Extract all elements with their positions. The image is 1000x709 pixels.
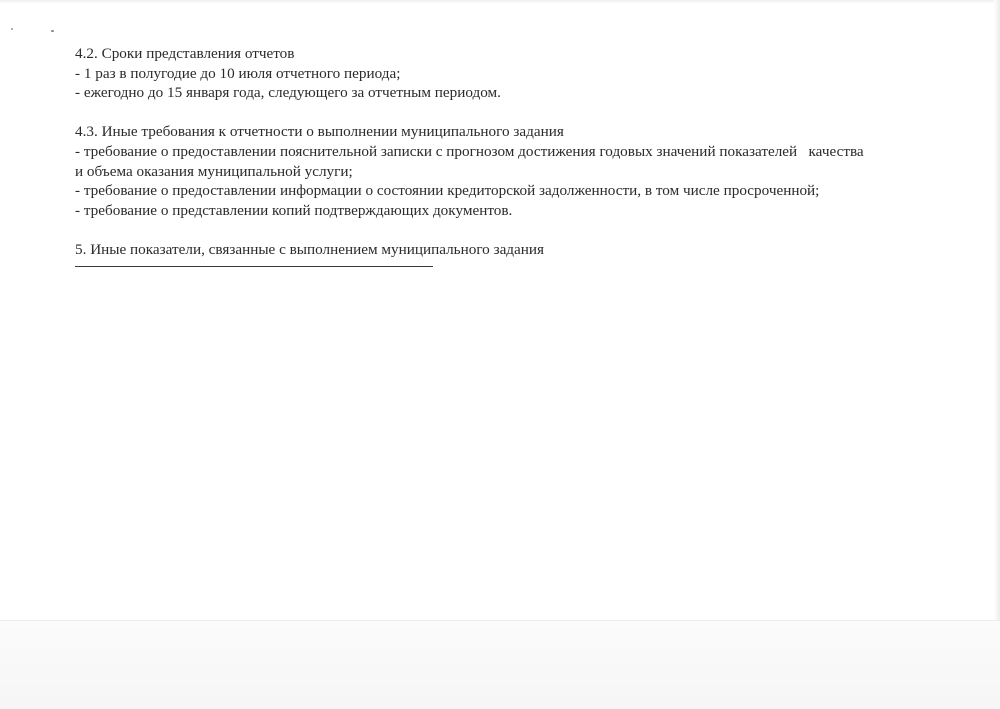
section-4-2-item: - ежегодно до 15 января года, следующего за отчетным периодом. bbox=[75, 84, 501, 102]
section-4-3-item: и объема оказания муниципальной услуги; bbox=[75, 162, 353, 180]
scan-edge-top bbox=[0, 0, 1000, 4]
section-5-heading: 5. Иные показатели, связанные с выполнением муниципального задания bbox=[75, 240, 545, 258]
section-4-3-heading: 4.3. Иные требования к отчетности о выполнении муниципального задания bbox=[75, 123, 564, 141]
scan-speck bbox=[11, 28, 13, 30]
scan-band-bottom bbox=[0, 620, 1000, 709]
paragraph-gap bbox=[75, 103, 975, 123]
blank-fill-line bbox=[75, 266, 433, 267]
section-4-3-item: - требование о предоставлении информации о состоянии кредиторской задолженности, в том числе просроченной; bbox=[75, 182, 820, 200]
paragraph-gap bbox=[75, 220, 975, 240]
section-4-3-item: - требование о представлении копий подтверждающих документов. bbox=[75, 201, 513, 219]
section-4-3-item: - требование о предоставлении пояснительной записки с прогнозом достижения годовых значений показателей качества bbox=[75, 142, 864, 160]
section-4-2-item: - 1 раз в полугодие до 10 июля отчетного периода; bbox=[75, 64, 401, 82]
scan-speck bbox=[51, 30, 54, 32]
section-4-2-heading: 4.2. Сроки представления отчетов bbox=[75, 45, 295, 62]
scan-edge-right bbox=[994, 0, 1000, 708]
document-body bbox=[75, 44, 975, 267]
